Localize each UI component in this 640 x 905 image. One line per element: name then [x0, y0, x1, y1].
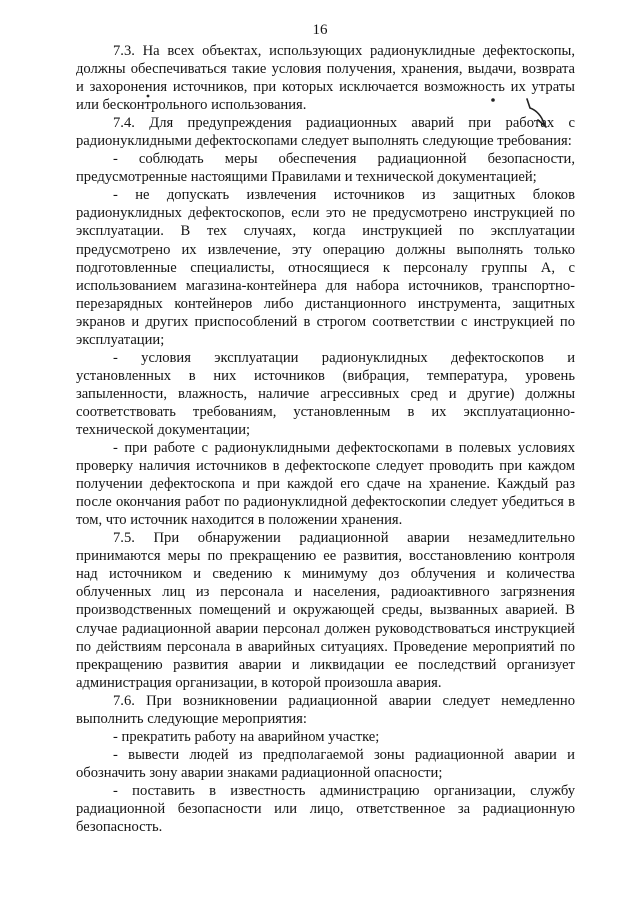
paragraph-7-3: 7.3. На всех объектах, использующих радионуклидные дефектоскопы, должны обеспечиваться такие условия получения, хранения, выдачи, возврата и захоронения источников, при которых исключается возможность их утраты или бесконтрольного использования.	[76, 43, 575, 114]
handwritten-checkmark-icon	[524, 96, 552, 132]
paragraph-7-4: 7.4. Для предупреждения радиационных аварий при работах с радионуклидными дефектоскопами следует выполнять следующие требования:	[76, 115, 575, 150]
list-item: - при работе с радионуклидными дефектоскопами в полевых условиях проверку наличия источников в дефектоскопе следует проводить при каждом получении дефектоскопа и при каждой его сдаче на хранение. Каждый раз после окончания работ по радионуклидной дефектоскопии следует убедиться в том, что источник находится в положении хранения.	[76, 440, 575, 529]
handwritten-dot-icon	[489, 96, 497, 104]
document-body	[76, 42, 575, 836]
page-number: 16	[312, 22, 328, 38]
list-item: - условия эксплуатации радионуклидных дефектоскопов и установленных в них источников (вибрация, температура, уровень запыленности, влажность, наличие агрессивных сред и другие) должны соответствовать требованиям, установленным в их эксплуатационно-технической документации;	[76, 349, 575, 438]
list-item: - вывести людей из предполагаемой зоны радиационной аварии и обозначить зону аварии знаками радиационной опасности;	[76, 746, 575, 781]
list-item: - прекратить работу на аварийном участке;	[113, 728, 380, 745]
list-item: - соблюдать меры обеспечения радиационной безопасности, предусмотренные настоящими Правилами и технической документацией;	[76, 151, 575, 186]
handwritten-dot-icon	[144, 92, 152, 100]
list-item: - не допускать извлечения источников из защитных блоков радионуклидных дефектоскопов, если это не предусмотрено инструкцией по эксплуатации. В тех случаях, когда инструкцией по эксплуатации предусмотрено их извлечение, эту операцию должны выполнять только подготовленные специалисты, относящиеся к персоналу группы А, с использованием магазина-контейнера для набора источников, транспортно-перезарядных контейнеров либо дистанционного инструмента, защитных экранов и других приспособлений в строгом соответствии с инструкцией по эксплуатации;	[76, 187, 575, 348]
list-item: - поставить в известность администрацию организации, службу радиационной безопасности или лицо, ответственное за радиационную безопасность.	[76, 782, 575, 836]
paragraph-7-5: 7.5. При обнаружении радиационной аварии незамедлительно принимаются меры по прекращению ее развития, восстановлению контроля над источником и сведению к минимуму доз облучения и количества облученных лиц из персонала и населения, радиоактивного загрязнения производственных помещений и окружающей среды, вызванных аварией. В случае радиационной аварии персонал должен руководствоваться инструкцией по действиям персонала в аварийных ситуациях. Проведение мероприятий по прекращению развития аварии и ликвидации ее последствий организует администрация организации, в которой произошла авария.	[76, 530, 575, 691]
paragraph-7-6: 7.6. При возникновении радиационной аварии следует немедленно выполнить следующие мероприятия:	[76, 692, 575, 727]
